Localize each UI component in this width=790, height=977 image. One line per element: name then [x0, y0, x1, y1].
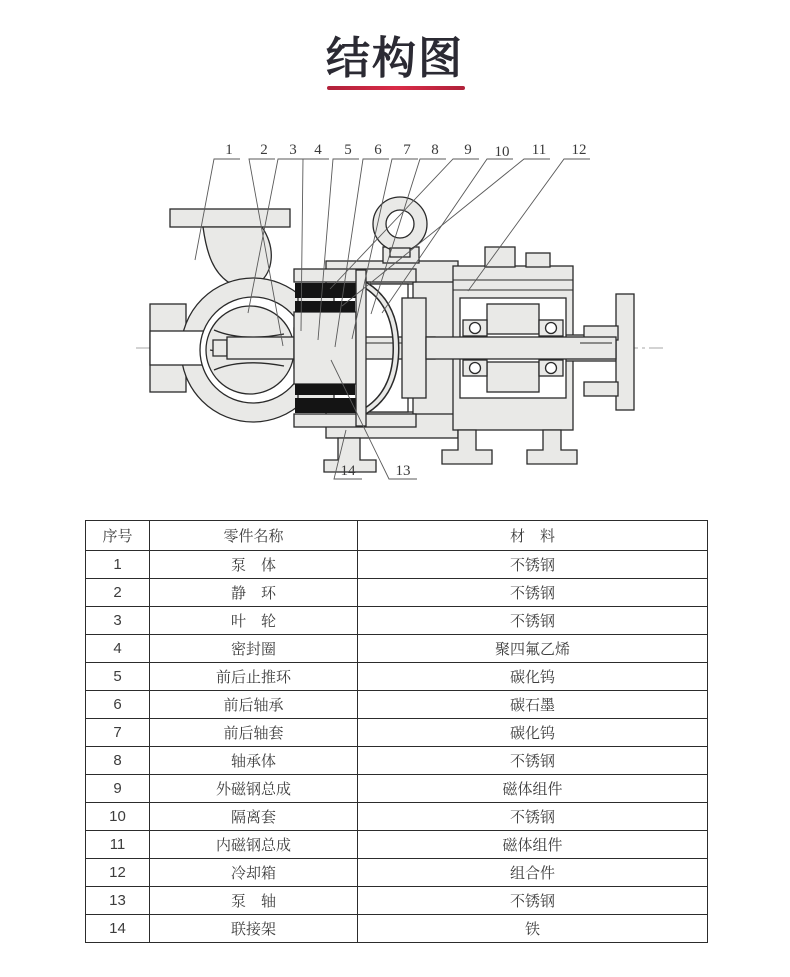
table-row — [86, 887, 708, 915]
table-row — [86, 915, 708, 943]
part-label-1: 1 — [225, 142, 233, 158]
outer-rotor-hub — [402, 298, 426, 398]
cell-serial: 2 — [86, 579, 150, 607]
part-label-3: 3 — [289, 142, 297, 158]
cell-material: 不锈钢 — [358, 551, 708, 579]
part-label-9: 9 — [464, 142, 472, 158]
cell-material: 不锈钢 — [358, 607, 708, 635]
title-accent-bar — [327, 86, 465, 90]
cell-serial: 6 — [86, 691, 150, 719]
cell-serial: 11 — [86, 831, 150, 859]
housing-boss-2 — [526, 253, 550, 267]
drive-shaft — [426, 337, 616, 359]
cell-material: 不锈钢 — [358, 579, 708, 607]
table-row — [86, 747, 708, 775]
header-name: 零件名称 — [150, 521, 358, 551]
part-label-11: 11 — [531, 142, 547, 158]
outer-rotor-drum-top — [294, 269, 416, 282]
cell-serial: 4 — [86, 635, 150, 663]
cell-name: 联接架 — [150, 915, 358, 943]
cell-name: 外磁钢总成 — [150, 775, 358, 803]
outer-rotor-drum-bottom — [294, 414, 416, 427]
pump-cross-section-drawing — [83, 128, 711, 508]
cell-serial: 13 — [86, 887, 150, 915]
part-label-4: 4 — [314, 142, 322, 158]
cell-serial: 5 — [86, 663, 150, 691]
inner-rotor-core — [294, 312, 356, 384]
cell-serial: 1 — [86, 551, 150, 579]
outer-magnet-bottom — [295, 398, 357, 413]
part-label-2: 2 — [260, 142, 268, 158]
cell-name: 冷却箱 — [150, 859, 358, 887]
cell-material: 碳化钨 — [358, 719, 708, 747]
table-header-row — [86, 521, 708, 551]
part-label-13: 13 — [395, 463, 411, 479]
part-label-5: 5 — [344, 142, 352, 158]
cell-serial: 8 — [86, 747, 150, 775]
cell-name: 泵 轴 — [150, 887, 358, 915]
cell-name: 静 环 — [150, 579, 358, 607]
cell-material: 聚四氟乙烯 — [358, 635, 708, 663]
cell-name: 轴承体 — [150, 747, 358, 775]
cell-material: 磁体组件 — [358, 831, 708, 859]
bearing-spacer-top — [487, 304, 539, 334]
eyebolt-collar — [390, 248, 410, 257]
table-row — [86, 551, 708, 579]
table-row — [86, 859, 708, 887]
page-title: 结构图 — [326, 34, 464, 83]
table-row — [86, 803, 708, 831]
cell-material: 不锈钢 — [358, 887, 708, 915]
cell-serial: 14 — [86, 915, 150, 943]
part-label-7: 7 — [403, 142, 411, 158]
table-row — [86, 775, 708, 803]
discharge-flange — [170, 209, 290, 227]
eyebolt-ring-inner — [386, 210, 414, 238]
cell-material: 磁体组件 — [358, 775, 708, 803]
discharge-neck — [203, 227, 271, 282]
table-row — [86, 719, 708, 747]
cell-material: 碳石墨 — [358, 691, 708, 719]
cell-name: 内磁钢总成 — [150, 831, 358, 859]
bearing-spacer-bottom — [487, 362, 539, 392]
cell-name: 泵 体 — [150, 551, 358, 579]
cell-material: 碳化钨 — [358, 663, 708, 691]
part-label-12: 12 — [571, 142, 587, 158]
pump-structure-diagram — [83, 128, 711, 508]
cell-name: 叶 轮 — [150, 607, 358, 635]
cell-serial: 10 — [86, 803, 150, 831]
table-row — [86, 663, 708, 691]
parts-material-table — [85, 520, 708, 943]
coupling-arm-bottom — [584, 382, 618, 396]
part-label-8: 8 — [431, 142, 439, 158]
table-row — [86, 635, 708, 663]
part-label-14: 14 — [340, 463, 356, 479]
cell-name: 前后止推环 — [150, 663, 358, 691]
part-label-10: 10 — [494, 144, 510, 160]
cell-name: 前后轴承 — [150, 691, 358, 719]
cell-serial: 7 — [86, 719, 150, 747]
cell-material: 不锈钢 — [358, 747, 708, 775]
housing-foot-right — [527, 430, 577, 464]
cell-material: 组合件 — [358, 859, 708, 887]
bearing-ball — [470, 323, 481, 334]
cell-name: 密封圈 — [150, 635, 358, 663]
bearing-ball — [546, 323, 557, 334]
cell-name: 前后轴套 — [150, 719, 358, 747]
table-row — [86, 579, 708, 607]
cell-name: 隔离套 — [150, 803, 358, 831]
inner-magnet-bottom — [295, 384, 355, 395]
cell-serial: 9 — [86, 775, 150, 803]
cell-serial: 12 — [86, 859, 150, 887]
outer-magnet-top — [295, 283, 357, 298]
housing-boss-1 — [485, 247, 515, 267]
cell-material: 铁 — [358, 915, 708, 943]
header-serial: 序号 — [86, 521, 150, 551]
cell-material: 不锈钢 — [358, 803, 708, 831]
impeller-nut — [213, 340, 227, 356]
header-material: 材 料 — [358, 521, 708, 551]
table-row — [86, 691, 708, 719]
table-row — [86, 831, 708, 859]
part-label-6: 6 — [374, 142, 382, 158]
bearing-ball — [470, 363, 481, 374]
bearing-ball — [546, 363, 557, 374]
cell-serial: 3 — [86, 607, 150, 635]
coupling-flange — [616, 294, 634, 410]
table-row — [86, 607, 708, 635]
